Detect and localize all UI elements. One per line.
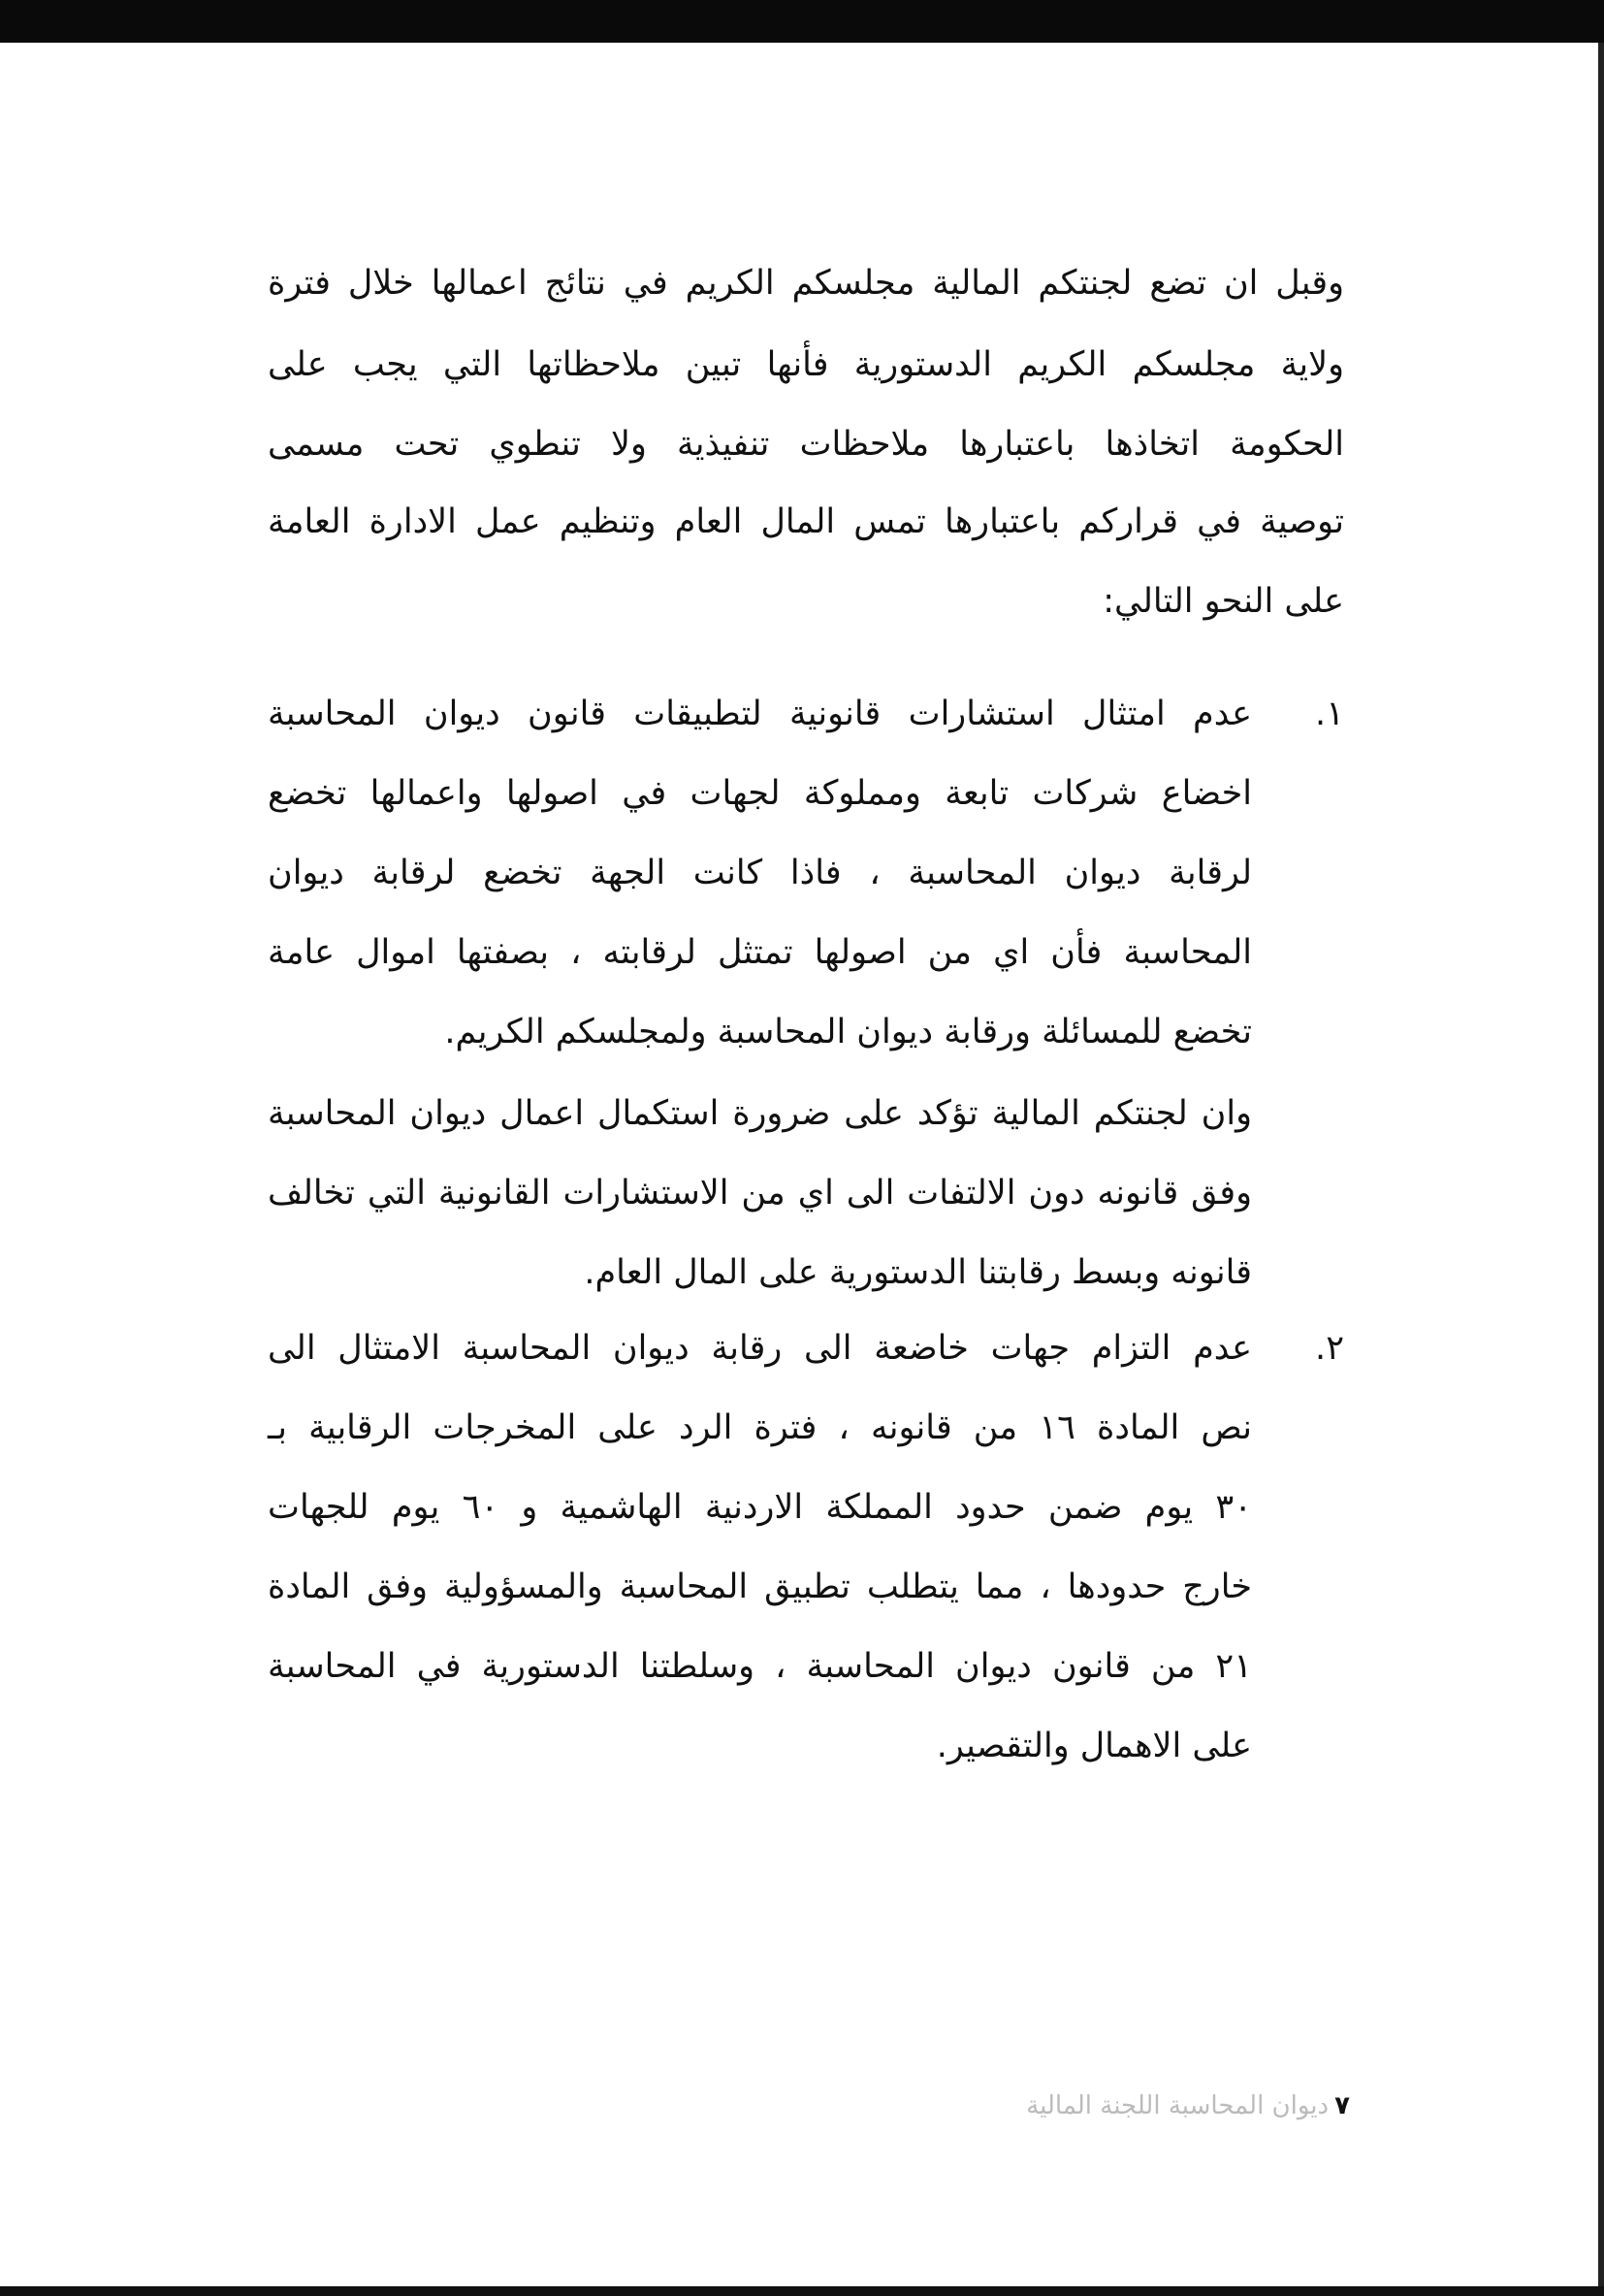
list-item-line: تخضع للمسائلة ورقابة ديوان المحاسبة ولمجلسكم الكريم. xyxy=(444,1013,1252,1051)
intro-line: توصية في قراركم باعتبارها تمس المال العام وتنظيم عمل الادارة العامة xyxy=(268,502,1344,541)
scan-top-border xyxy=(0,0,1604,43)
list-item-line: ٣٠ يوم ضمن حدود المملكة الاردنية الهاشمية و ٦٠ يوم للجهات xyxy=(268,1488,1252,1527)
list-item-line: ٢١ من قانون ديوان المحاسبة ، وسلطتنا الدستورية في المحاسبة xyxy=(268,1647,1252,1686)
followup-line: وان لجنتكم المالية تؤكد على ضرورة استكمال اعمال ديوان المحاسبة xyxy=(268,1094,1252,1133)
intro-line: وقبل ان تضع لجنتكم المالية مجلسكم الكريم في نتائج اعمالها خلال فترة xyxy=(268,264,1344,303)
footer-text: ديوان المحاسبة اللجنة المالية xyxy=(1026,2091,1330,2120)
list-item-line: على الاهمال والتقصير. xyxy=(936,1727,1252,1765)
intro-line: الحكومة اتخاذها باعتبارها ملاحظات تنفيذية ولا تنطوي تحت مسمى xyxy=(268,425,1344,464)
followup-line: قانونه وبسط رقابتنا الدستورية على المال العام. xyxy=(584,1253,1252,1292)
list-item-line: لرقابة ديوان المحاسبة ، فاذا كانت الجهة تخضع لرقابة ديوان xyxy=(268,854,1252,892)
list-item-line: خارج حدودها ، مما يتطلب تطبيق المحاسبة والمسؤولية وفق المادة xyxy=(268,1568,1252,1606)
list-item-line: نص المادة ١٦ من قانونه ، فترة الرد على المخرجات الرقابية بـ xyxy=(268,1408,1252,1447)
intro-line: على النحو التالي: xyxy=(1103,582,1344,621)
scan-bottom-border xyxy=(0,2286,1604,2296)
page-footer xyxy=(1026,2091,1350,2120)
intro-line: ولاية مجلسكم الكريم الدستورية فأنها تبين ملاحظاتها التي يجب على xyxy=(268,345,1344,384)
list-number: ٢. xyxy=(1315,1329,1344,1368)
followup-line: وفق قانونه دون الالتفات الى اي من الاستشارات القانونية التي تخالف xyxy=(268,1174,1252,1213)
list-item-line: عدم التزام جهات خاضعة الى رقابة ديوان المحاسبة الامتثال الى xyxy=(268,1329,1252,1368)
list-item-line: اخضاع شركات تابعة ومملوكة لجهات في اصولها واعمالها تخضع xyxy=(268,774,1252,813)
scan-right-border xyxy=(1598,43,1604,2296)
page-number: ٧ xyxy=(1334,2091,1350,2120)
list-item-line: عدم امتثال استشارات قانونية لتطبيقات قانون ديوان المحاسبة xyxy=(268,695,1252,733)
list-item-line: المحاسبة فأن اي من اصولها تمتثل لرقابته ، بصفتها اموال عامة xyxy=(268,933,1252,972)
list-number: ١. xyxy=(1315,695,1344,733)
